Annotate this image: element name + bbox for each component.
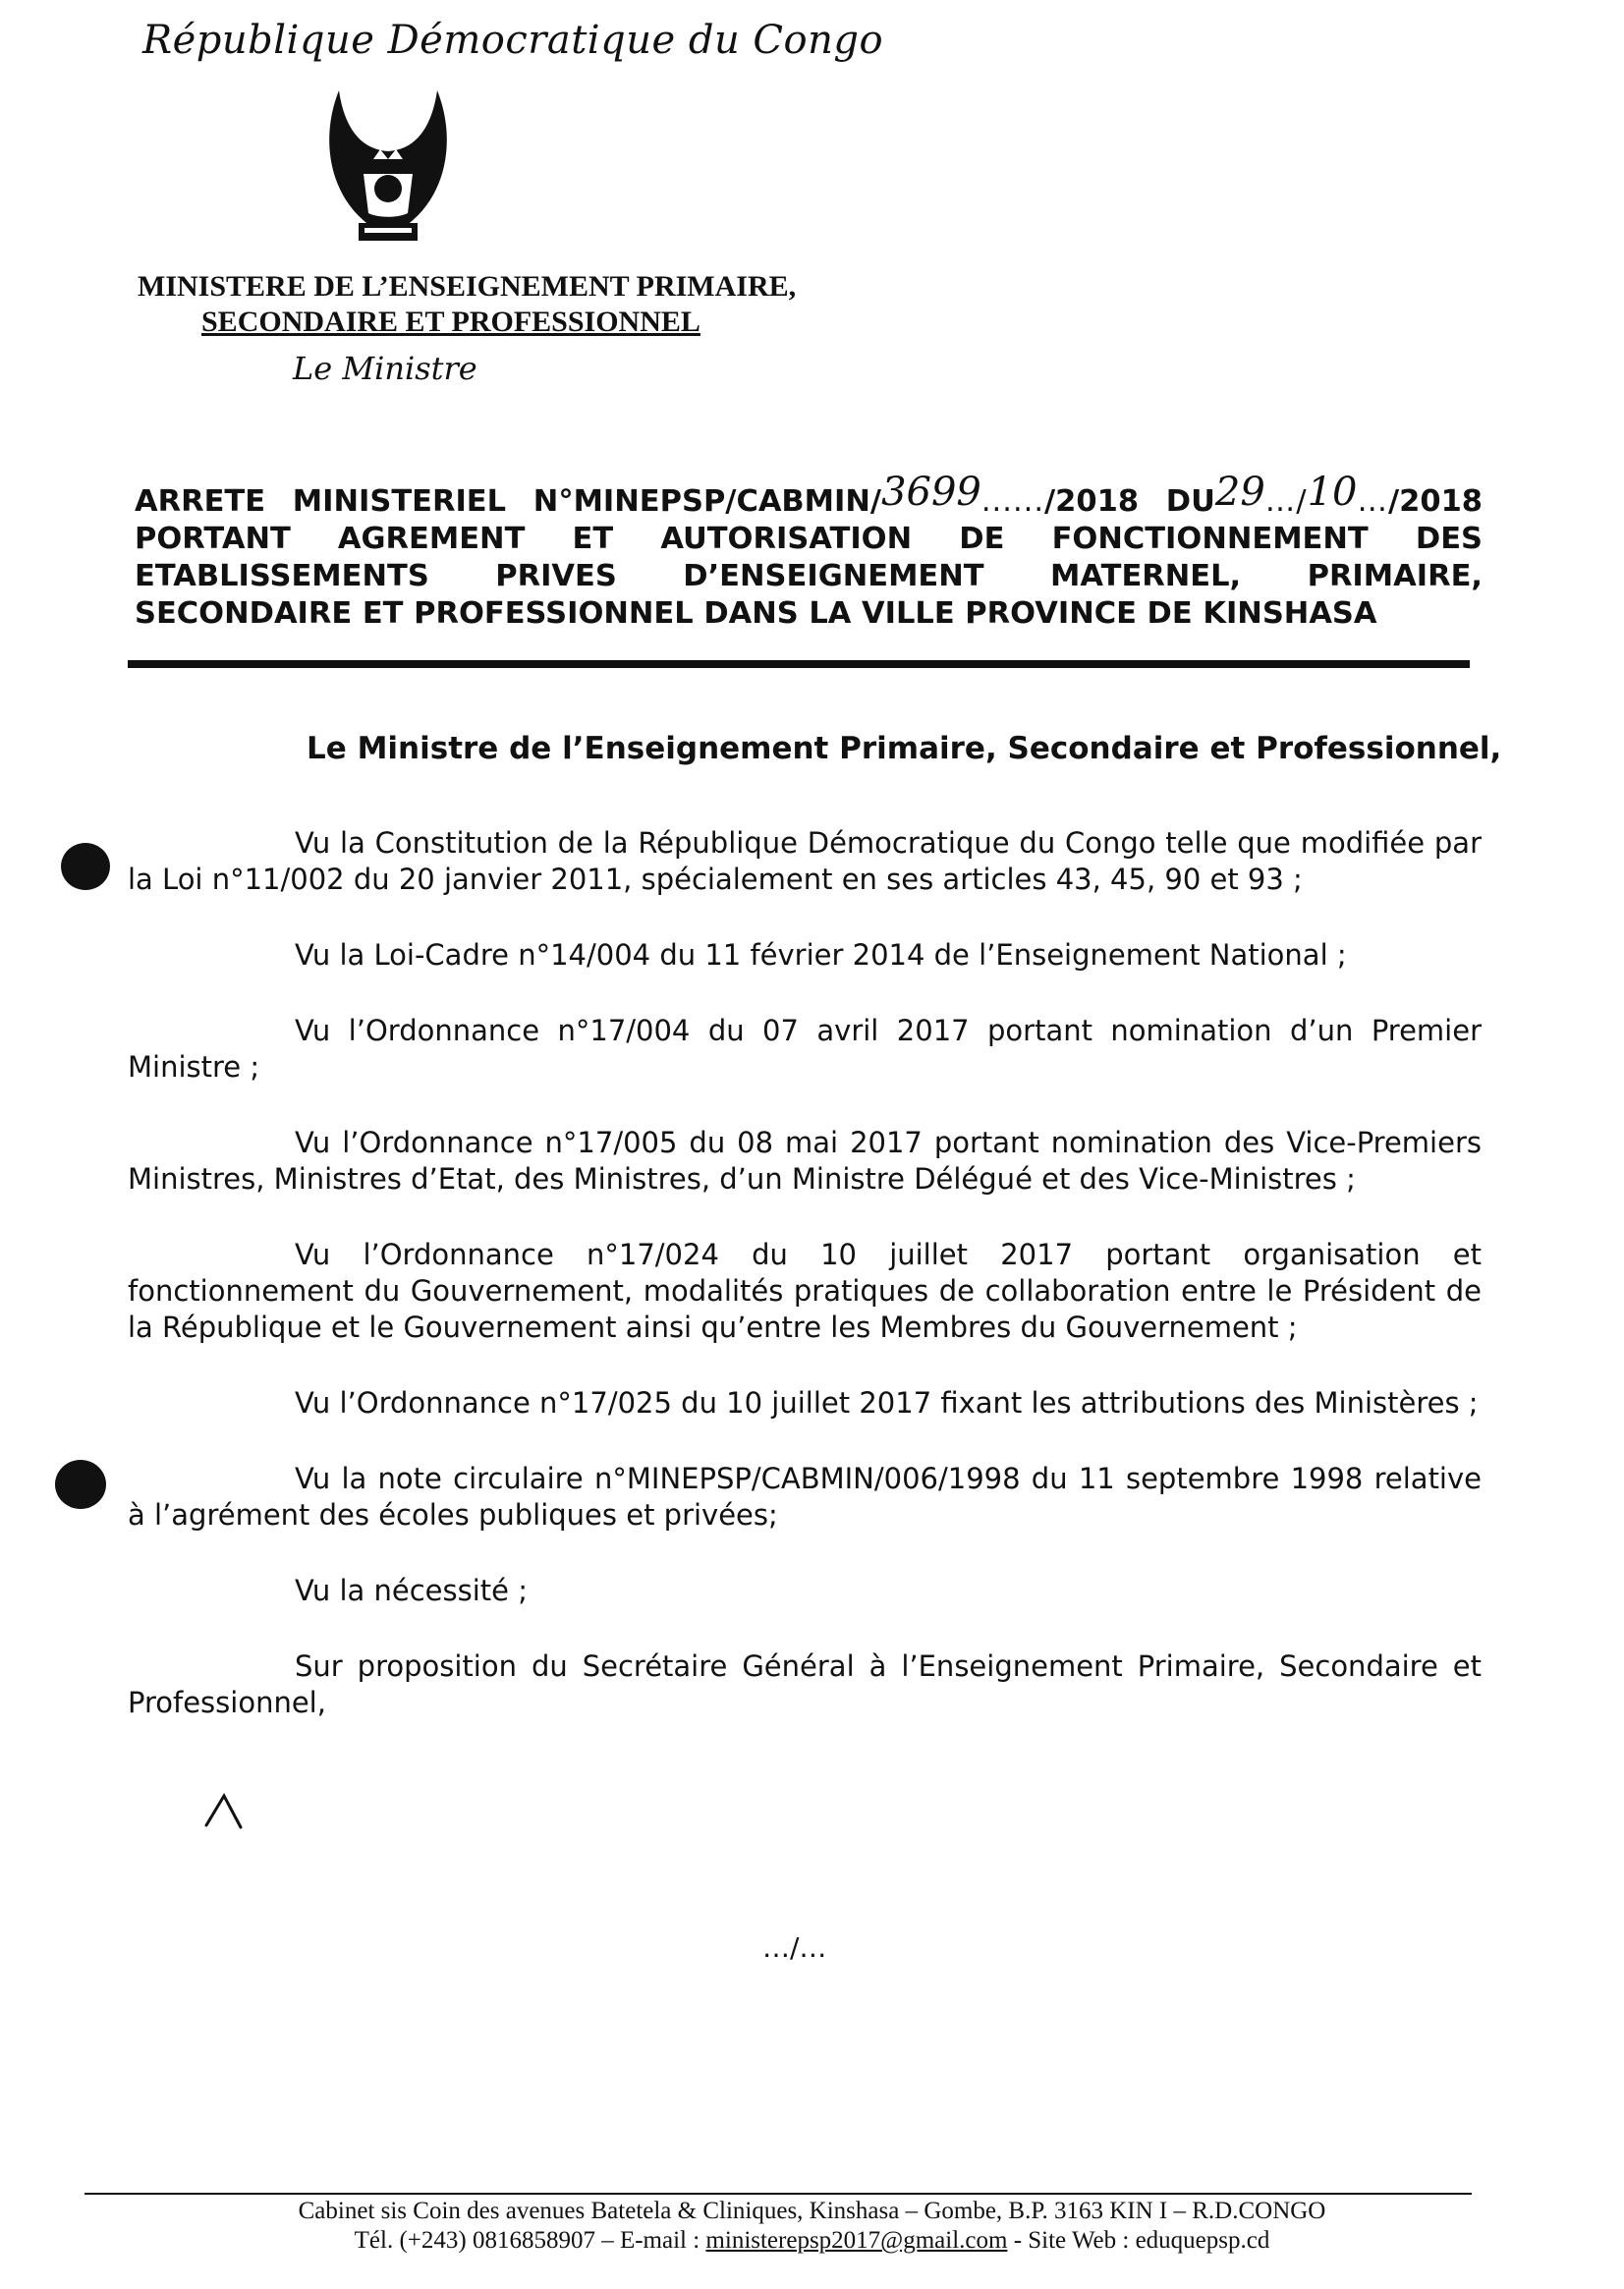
preamble-body	[128, 825, 1482, 1760]
whereas-paragraph: Vu la note circulaire n°MINEPSP/CABMIN/006/1998 du 11 septembre 1998 relative à l’agrément des écoles publiques et privées;	[128, 1462, 1482, 1532]
footer-email-link[interactable]: ministerepsp2017@gmail.com	[705, 2227, 1008, 2254]
whereas-paragraph: Vu l’Ordonnance n°17/024 du 10 juillet 2017 portant organisation et fonctionnement du Gouvernement, modalités pratiques de collaboration entre le Président de la République et le Gouvernement ainsi qu’entre les Membres du Gouvernement ;	[128, 1238, 1482, 1344]
punch-hole-top	[61, 843, 110, 890]
ministry-heading	[138, 269, 796, 340]
ministry-line-1: MINISTERE DE L’ENSEIGNEMENT PRIMAIRE,	[138, 270, 797, 303]
whereas-paragraph: Vu la Loi-Cadre n°14/004 du 11 février 2014 de l’Enseignement National ;	[295, 938, 1347, 972]
handwritten-number: 3699	[881, 470, 981, 515]
title-line-4: SECONDAIRE ET PROFESSIONNEL DANS LA VILLE PROVINCE DE KINSHASA	[135, 596, 1377, 631]
decree-title	[135, 470, 1484, 633]
footer-rule	[84, 2193, 1472, 2195]
republic-heading: République Démocratique du Congo	[142, 18, 884, 63]
initial-mark	[196, 1776, 255, 1835]
handwritten-month: 10	[1307, 470, 1358, 515]
whereas-paragraph: Vu la nécessité ;	[295, 1574, 528, 1607]
footer-address: Cabinet sis Coin des avenues Batetela & Cliniques, Kinshasa – Gombe, B.P. 3163 KIN I – R.D.CONGO	[298, 2198, 1326, 2224]
whereas-paragraph: Vu l’Ordonnance n°17/004 du 07 avril 2017 portant nomination d’un Premier Ministre ;	[128, 1014, 1482, 1084]
whereas-paragraph: Vu la Constitution de la République Démocratique du Congo telle que modifiée par la Loi n°11/002 du 20 janvier 2011, spécialement en ses articles 43, 45, 90 et 93 ;	[128, 826, 1482, 896]
ministry-line-2: SECONDAIRE ET PROFESSIONNEL	[201, 306, 700, 338]
footer	[0, 2197, 1624, 2256]
decree-reference: ARRETE MINISTERIEL N°MINEPSP/CABMIN/3699....../2018 DU29…/10…/2018	[135, 470, 1484, 519]
preamble-heading: Le Ministre de l’Enseignement Primaire, Secondaire et Professionnel,	[307, 731, 1502, 766]
punch-hole-bottom	[55, 1460, 106, 1509]
title-underline	[128, 660, 1470, 668]
coat-of-arms-emblem	[319, 81, 457, 248]
footer-contact: Tél. (+243) 0816858907 – E-mail : ministerepsp2017@gmail.com - Site Web : eduquepsp.cd	[354, 2227, 1270, 2254]
whereas-paragraph: Vu l’Ordonnance n°17/025 du 10 juillet 2017 fixant les attributions des Ministères ;	[295, 1386, 1479, 1420]
continued-marker: …/…	[762, 1931, 827, 1964]
title-line-3: ETABLISSEMENTS PRIVES D’ENSEIGNEMENT MATERNEL, PRIMAIRE,	[135, 559, 1483, 593]
whereas-paragraph: Sur proposition du Secrétaire Général à l’Enseignement Primaire, Secondaire et Professionnel,	[128, 1649, 1482, 1719]
whereas-paragraph: Vu l’Ordonnance n°17/005 du 08 mai 2017 portant nomination des Vice-Premiers Ministres, Ministres d’Etat, des Ministres, d’un Ministre Délégué et des Vice-Ministres ;	[128, 1126, 1482, 1196]
minister-signature: Le Ministre	[293, 350, 477, 387]
handwritten-day: 29	[1214, 470, 1265, 515]
title-line-2: PORTANT AGREMENT ET AUTORISATION DE FONCTIONNEMENT DES	[135, 522, 1483, 556]
